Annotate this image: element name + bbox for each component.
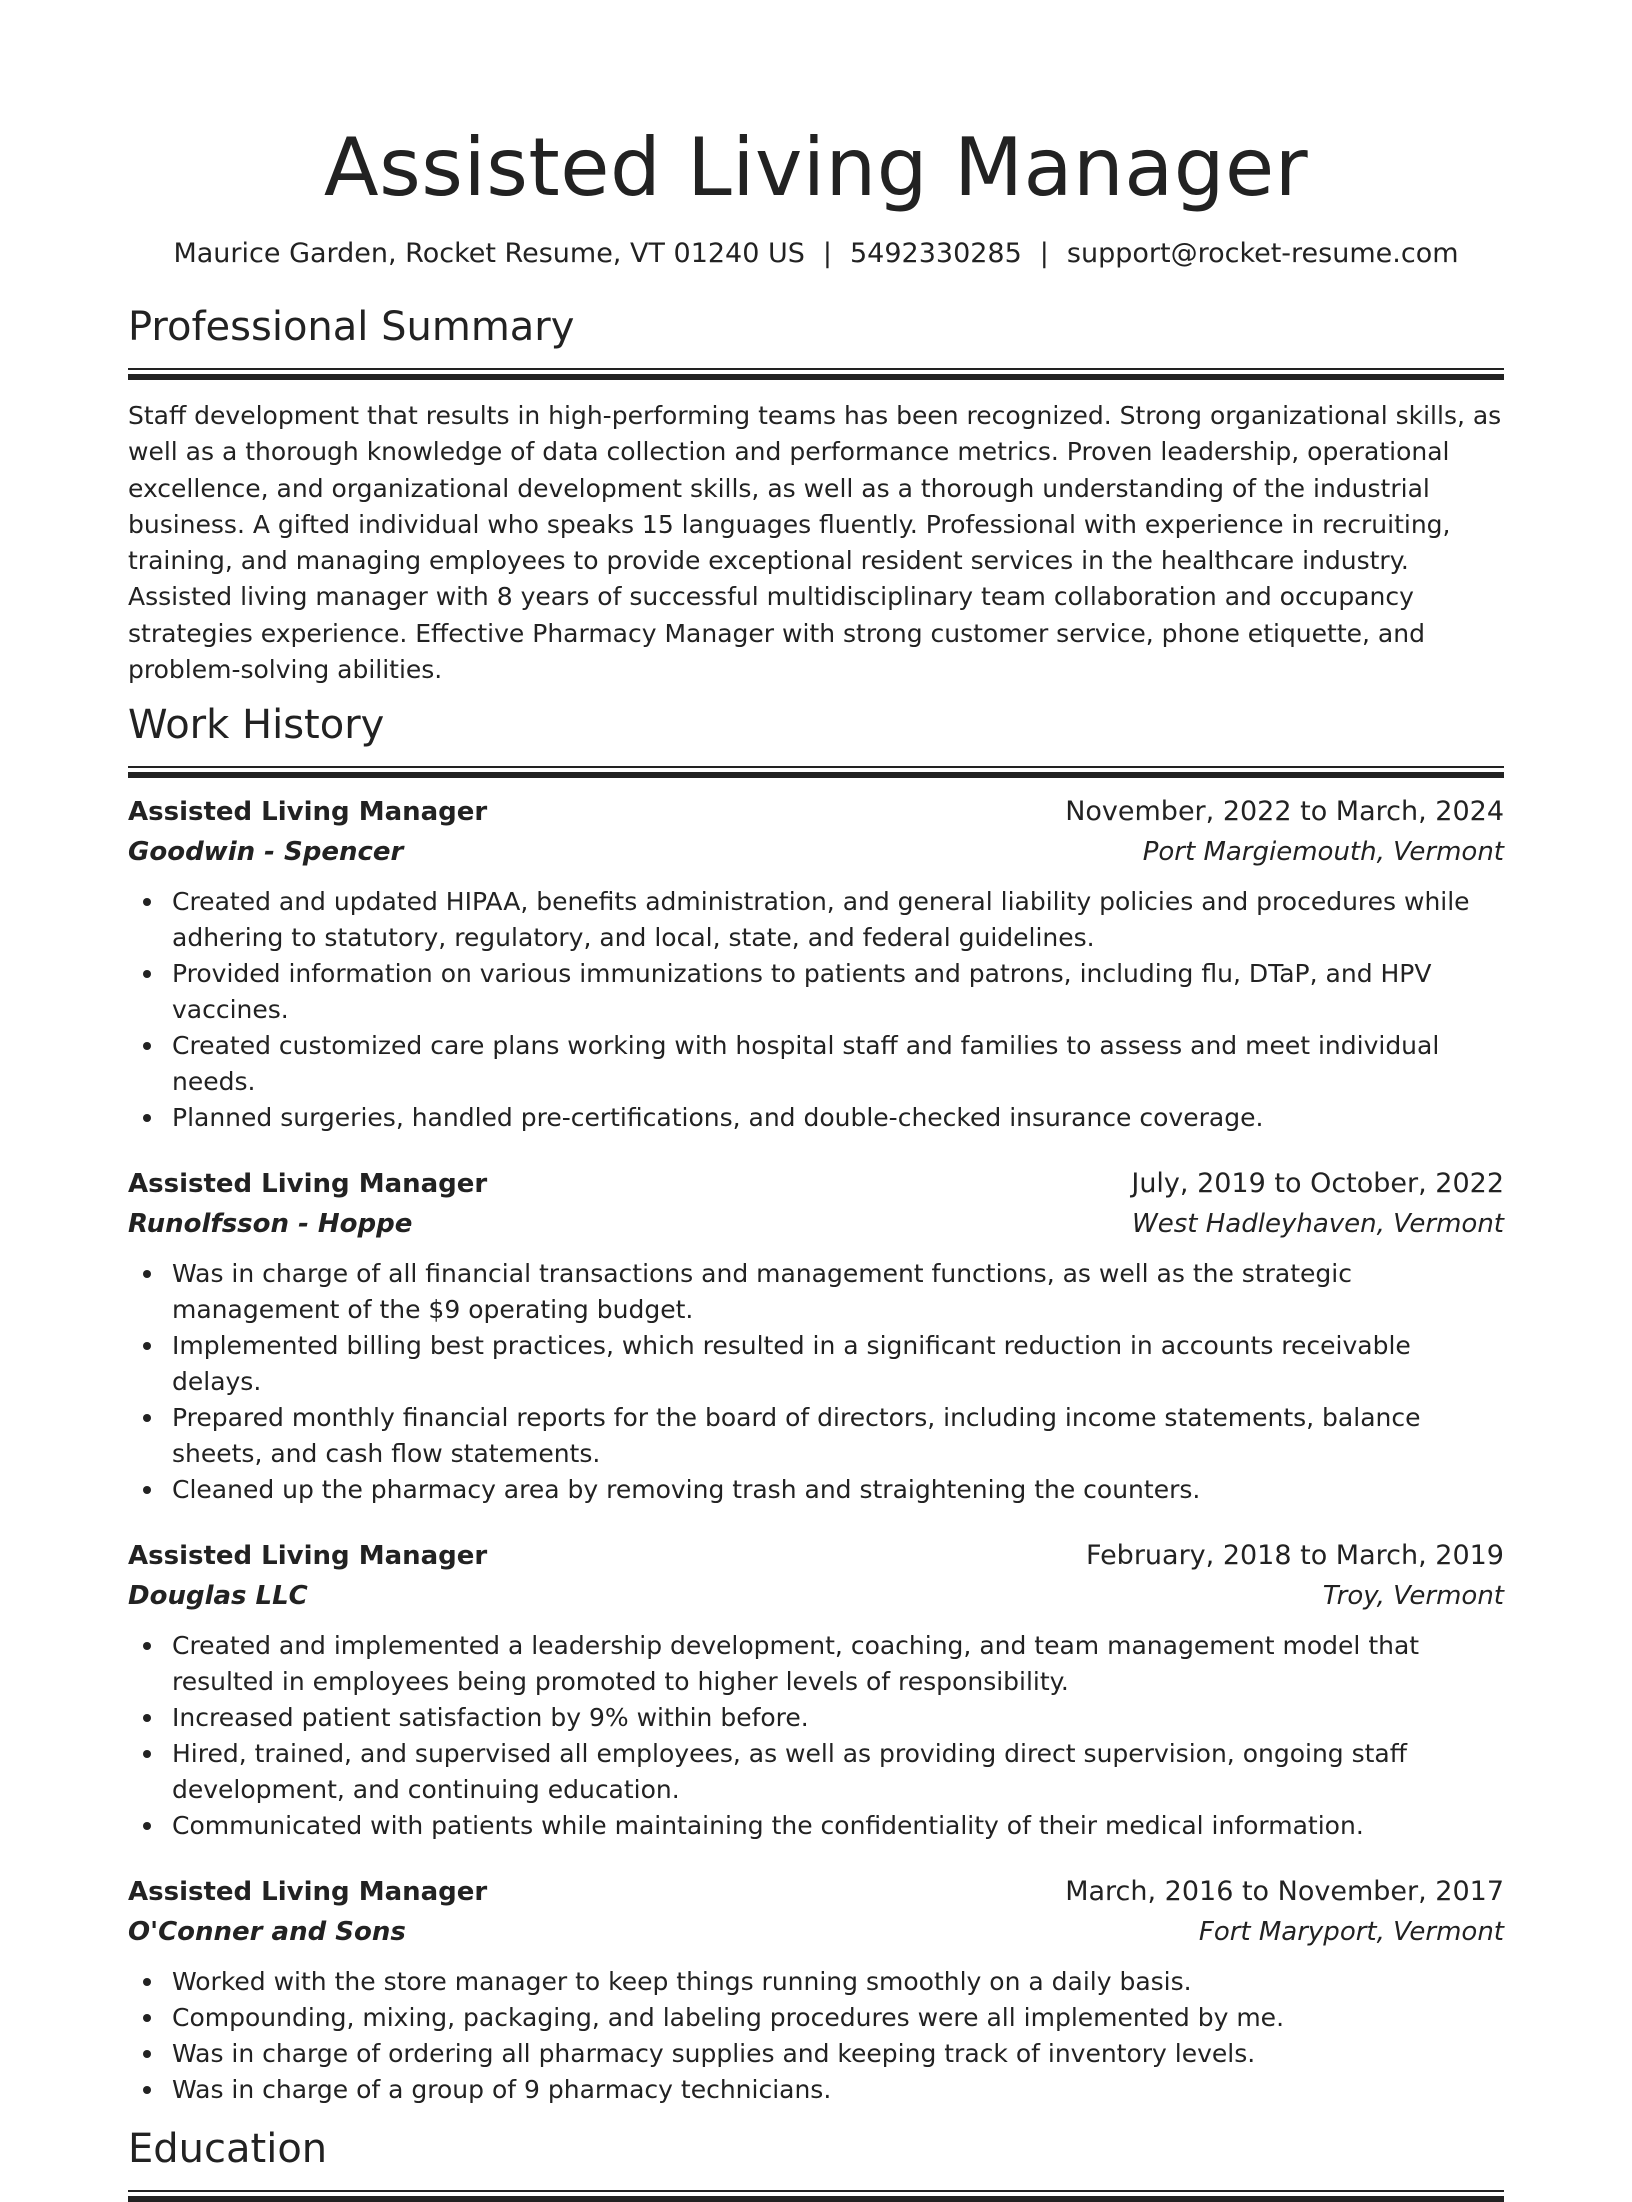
job-dates: July, 2019 to October, 2022: [1131, 1168, 1504, 1200]
job-bullet-list: [128, 1256, 1504, 1508]
job-bullet: Was in charge of ordering all pharmacy supplies and keeping track of inventory levels.: [128, 2036, 1504, 2072]
divider-thick-line: [128, 2196, 1504, 2202]
education-section: [128, 2124, 1504, 2202]
section-divider: [128, 2190, 1504, 2202]
job-entry: [128, 1536, 1504, 1844]
job-title: Assisted Living Manager: [128, 1169, 488, 1200]
job-bullet: Created and implemented a leadership development, coaching, and team management model that resulted in employees being promoted to higher levels of responsibility.: [128, 1628, 1504, 1700]
job-location: Troy, Vermont: [1322, 1581, 1504, 1612]
section-heading-education: Education: [128, 2126, 328, 2173]
work-history-section: [128, 700, 1504, 2108]
job-location: Port Margiemouth, Vermont: [1142, 837, 1504, 868]
summary-paragraph: Staff development that results in high-performing teams has been recognized. Strong organizational skills, as well as a thorough knowledge of data collection and performance metrics. Proven leadership, operational excellence, and organizational development skills, as well as a thorough understanding of the industrial business. A gifted individual who speaks 15 languages fluently. Professional with experience in recruiting, training, and managing employees to provide exceptional resident services in the healthcare industry. Assisted living manager with 8 years of successful multidisciplinary team collaboration and occupancy strategies experience. Effective Pharmacy Manager with strong customer service, phone etiquette, and problem-solving abilities.: [128, 401, 1502, 685]
divider-thin-line: [128, 2190, 1504, 2192]
job-dates: February, 2018 to March, 2019: [1086, 1540, 1504, 1572]
job-title: Assisted Living Manager: [128, 1541, 488, 1572]
contact-separator: |: [822, 238, 832, 269]
job-header-row: [128, 1536, 1504, 1576]
job-dates: November, 2022 to March, 2024: [1065, 796, 1504, 828]
job-bullet: Implemented billing best practices, which resulted in a significant reduction in accounts receivable delays.: [128, 1328, 1504, 1400]
job-bullet: Created customized care plans working with hospital staff and families to assess and meet individual needs.: [128, 1028, 1504, 1100]
job-title: Assisted Living Manager: [128, 797, 488, 828]
section-divider: [128, 766, 1504, 778]
job-company: Runolfsson - Hoppe: [128, 1209, 413, 1240]
job-location: Fort Maryport, Vermont: [1198, 1917, 1504, 1948]
contact-separator: |: [1039, 238, 1049, 269]
job-company: Goodwin - Spencer: [128, 837, 404, 868]
section-heading-work-history: Work History: [128, 702, 385, 749]
divider-thin-line: [128, 368, 1504, 370]
job-bullet: Provided information on various immunizations to patients and patrons, including flu, DTaP, and HPV vaccines.: [128, 956, 1504, 1028]
contact-address: Maurice Garden, Rocket Resume, VT 01240 US: [173, 238, 805, 269]
job-bullet: Worked with the store manager to keep things running smoothly on a daily basis.: [128, 1964, 1504, 2000]
job-entry: [128, 792, 1504, 1136]
job-entry: [128, 1872, 1504, 2108]
job-bullet: Was in charge of all financial transactions and management functions, as well as the strategic management of the $9 operating budget.: [128, 1256, 1504, 1328]
section-heading-summary: Professional Summary: [128, 304, 575, 350]
divider-thick-line: [128, 374, 1504, 380]
divider-thick-line: [128, 772, 1504, 778]
job-header-row: [128, 1164, 1504, 1204]
job-header-row: [128, 1872, 1504, 1912]
job-bullet-list: [128, 1964, 1504, 2108]
job-bullet: Planned surgeries, handled pre-certifications, and double-checked insurance coverage.: [128, 1100, 1504, 1136]
job-bullet: Was in charge of a group of 9 pharmacy technicians.: [128, 2072, 1504, 2108]
job-bullet: Created and updated HIPAA, benefits administration, and general liability policies and procedures while adhering to statutory, regulatory, and local, state, and federal guidelines.: [128, 884, 1504, 956]
job-bullet: Increased patient satisfaction by 9% within before.: [128, 1700, 1504, 1736]
contact-email: support@rocket-resume.com: [1066, 238, 1459, 269]
job-company: Douglas LLC: [128, 1581, 308, 1612]
job-dates: March, 2016 to November, 2017: [1065, 1876, 1504, 1908]
contact-phone: 5492330285: [850, 238, 1022, 269]
job-bullet-list: [128, 1628, 1504, 1844]
job-subheader-row: [128, 832, 1504, 872]
summary-section: [128, 302, 1504, 688]
job-bullet-list: [128, 884, 1504, 1136]
job-bullet: Cleaned up the pharmacy area by removing trash and straightening the counters.: [128, 1472, 1504, 1508]
job-company: O'Conner and Sons: [128, 1917, 406, 1948]
resume-title: Assisted Living Manager: [323, 121, 1309, 214]
job-subheader-row: [128, 1576, 1504, 1616]
job-bullet: Compounding, mixing, packaging, and labeling procedures were all implemented by me.: [128, 2000, 1504, 2036]
job-bullet: Hired, trained, and supervised all employees, as well as providing direct supervision, ongoing staff development, and continuing education.: [128, 1736, 1504, 1808]
job-bullet: Prepared monthly financial reports for the board of directors, including income statements, balance sheets, and cash flow statements.: [128, 1400, 1504, 1472]
job-title: Assisted Living Manager: [128, 1877, 488, 1908]
job-subheader-row: [128, 1204, 1504, 1244]
job-subheader-row: [128, 1912, 1504, 1952]
contact-line: [128, 236, 1504, 272]
job-header-row: [128, 792, 1504, 832]
job-bullet: Communicated with patients while maintaining the confidentiality of their medical information.: [128, 1808, 1504, 1844]
section-divider: [128, 368, 1504, 380]
job-entry: [128, 1164, 1504, 1508]
job-location: West Hadleyhaven, Vermont: [1132, 1209, 1504, 1240]
divider-thin-line: [128, 766, 1504, 768]
